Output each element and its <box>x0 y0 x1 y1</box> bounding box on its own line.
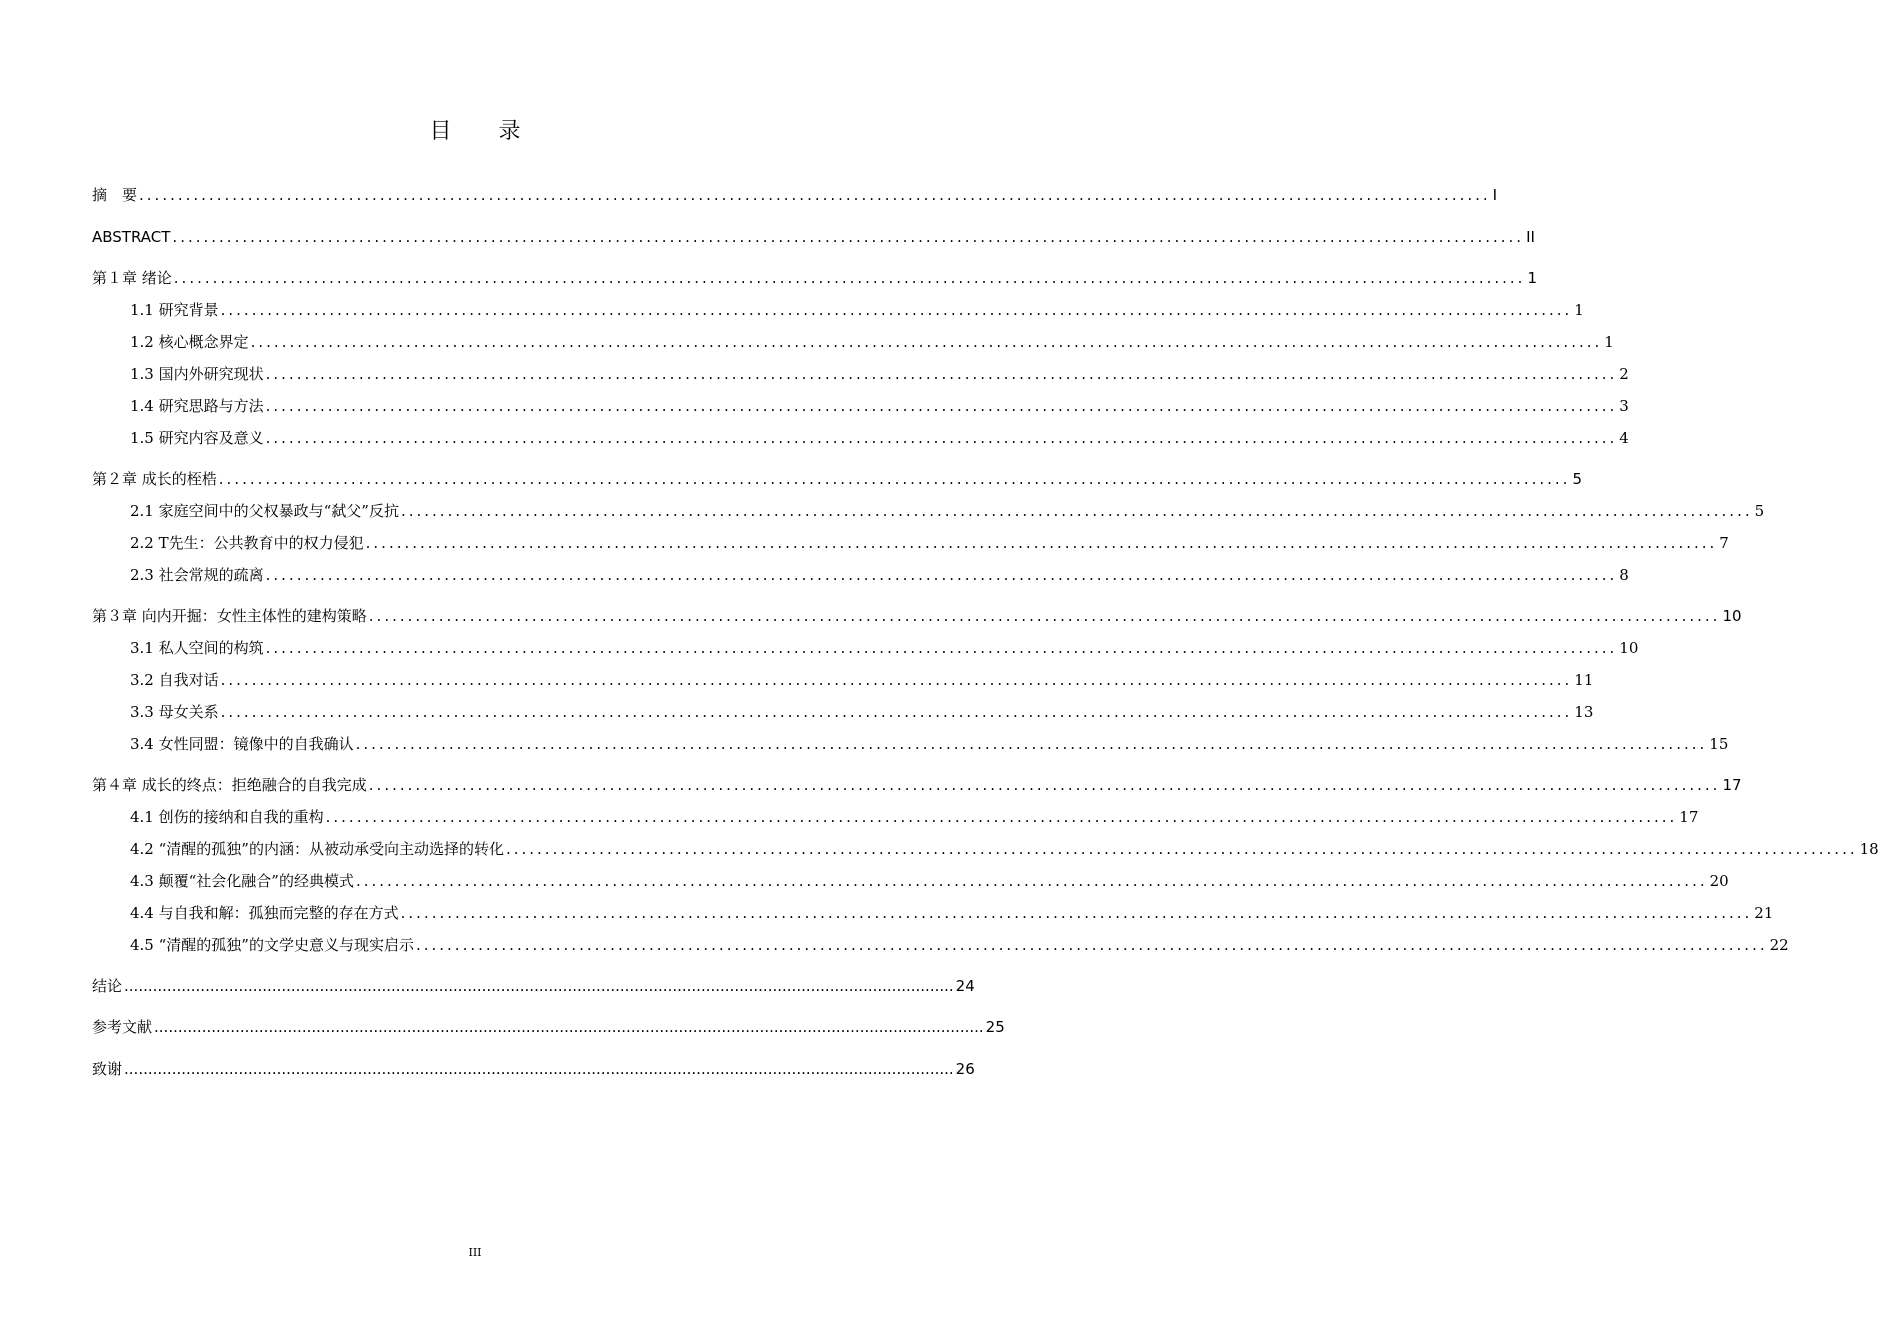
toc-entry-text: 第１章 绪论 <box>92 269 172 287</box>
toc-leader: .............................................................................................................................................................................. <box>325 808 1678 826</box>
toc-entry-page: 5 <box>1754 502 1765 520</box>
toc-leader: .............................................................................................................................................................................. <box>265 429 1618 447</box>
toc-leader: .............................................................................................................................................................................. <box>218 470 1571 488</box>
toc-entry-page: 26 <box>955 1060 975 1078</box>
toc-leader: .............................................................................................................................................................................. <box>355 735 1708 753</box>
toc-entry-text: 结论 <box>92 977 123 995</box>
toc-entry-page: 7 <box>1719 534 1729 552</box>
toc-leader: .............................................................................................................................................................................. <box>154 1018 984 1036</box>
toc-entry-text: 1.3 国内外研究现状 <box>130 365 264 383</box>
toc-entry-text: 3.4 女性同盟：镜像中的自我确认 <box>130 735 354 753</box>
toc-entry-page: 21 <box>1754 904 1774 922</box>
toc-entry-text: 摘 要 <box>92 186 138 204</box>
toc-entry-page: 1 <box>1527 269 1537 287</box>
toc-leader: .............................................................................................................................................................................. <box>220 671 1573 689</box>
toc-entry-page: 10 <box>1722 607 1742 625</box>
toc-entry-page: 11 <box>1574 671 1594 689</box>
toc-entry-section-2-1[interactable] <box>130 500 1765 522</box>
toc-entry-section-1-1[interactable] <box>130 299 1584 321</box>
toc-entry-references[interactable] <box>92 1016 1005 1038</box>
toc-leader: .............................................................................................................................................................................. <box>220 301 1573 319</box>
toc-entry-section-3-2[interactable] <box>130 669 1594 691</box>
toc-entry-chapter-2[interactable] <box>92 468 1582 490</box>
toc-entry-section-4-5[interactable] <box>130 934 1789 956</box>
toc-entry-text: 4.2 “清醒的孤独”的内涵：从被动承受向主动选择的转化 <box>130 840 504 858</box>
toc-entry-text: 2.2 T先生：公共教育中的权力侵犯 <box>130 534 364 552</box>
toc-entry-section-3-1[interactable] <box>130 637 1639 659</box>
toc-leader: .............................................................................................................................................................................. <box>365 534 1718 552</box>
toc-entry-text: 第３章 向内开掘：女性主体性的建构策略 <box>92 607 367 625</box>
toc-entry-page: 22 <box>1769 936 1789 954</box>
toc-entry-section-1-4[interactable] <box>130 395 1629 417</box>
toc-entry-page: 1 <box>1574 301 1584 319</box>
toc-leader: .............................................................................................................................................................................. <box>265 397 1618 415</box>
toc-entry-section-2-3[interactable] <box>130 564 1629 586</box>
toc-entry-page: 17 <box>1679 808 1699 826</box>
toc-entry-page: 5 <box>1572 470 1582 488</box>
toc-leader: .............................................................................................................................................................................. <box>265 566 1618 584</box>
toc-entry-page: 10 <box>1619 639 1639 657</box>
toc-entry-abstract-en[interactable] <box>92 226 1535 248</box>
page-number: III <box>468 1246 482 1259</box>
toc-leader: .............................................................................................................................................................................. <box>124 977 954 995</box>
toc-entry-text: ABSTRACT <box>92 228 171 246</box>
toc-entry-section-4-2[interactable] <box>130 838 1879 860</box>
toc-leader: .............................................................................................................................................................................. <box>220 703 1573 721</box>
toc-entry-page: 2 <box>1619 365 1629 383</box>
toc-entry-page: II <box>1526 228 1535 246</box>
toc-entry-text: 致谢 <box>92 1060 123 1078</box>
toc-entry-page: 24 <box>955 977 975 995</box>
toc-entry-text: 2.1 家庭空间中的父权暴政与“弑父”反抗 <box>130 502 399 520</box>
toc-entry-section-1-2[interactable] <box>130 331 1614 353</box>
toc-entry-text: 2.3 社会常规的疏离 <box>130 566 264 584</box>
toc-entry-page: 3 <box>1619 397 1629 415</box>
toc-entry-page: 17 <box>1722 776 1742 794</box>
toc-entry-section-3-4[interactable] <box>130 733 1729 755</box>
toc-leader: .............................................................................................................................................................................. <box>505 840 1858 858</box>
toc-leader: .............................................................................................................................................................................. <box>400 904 1753 922</box>
toc-leader: .............................................................................................................................................................................. <box>368 607 1721 625</box>
toc-entry-page: I <box>1492 186 1498 204</box>
toc-entry-section-2-2[interactable] <box>130 532 1729 554</box>
toc-title: 目 录 <box>429 119 541 144</box>
toc-entry-section-1-3[interactable] <box>130 363 1629 385</box>
toc-leader: .............................................................................................................................................................................. <box>139 186 1491 204</box>
toc-entry-text: 4.5 “清醒的孤独”的文学史意义与现实启示 <box>130 936 414 954</box>
toc-entry-text: 4.3 颠覆“社会化融合”的经典模式 <box>130 872 354 890</box>
toc-entry-text: 参考文献 <box>92 1018 153 1036</box>
toc-entry-page: 15 <box>1709 735 1729 753</box>
toc-leader: .............................................................................................................................................................................. <box>250 333 1603 351</box>
toc-leader: .............................................................................................................................................................................. <box>173 269 1526 287</box>
toc-entry-page: 13 <box>1574 703 1594 721</box>
toc-leader: .............................................................................................................................................................................. <box>400 502 1753 520</box>
toc-entry-page: 25 <box>985 1018 1005 1036</box>
toc-entry-text: 1.2 核心概念界定 <box>130 333 249 351</box>
toc-leader: .............................................................................................................................................................................. <box>368 776 1721 794</box>
toc-leader: .............................................................................................................................................................................. <box>355 872 1708 890</box>
toc-leader: .............................................................................................................................................................................. <box>265 365 1618 383</box>
toc-entry-abstract-cn[interactable] <box>92 184 1498 206</box>
toc-leader: .............................................................................................................................................................................. <box>172 228 1525 246</box>
toc-entry-text: 1.4 研究思路与方法 <box>130 397 264 415</box>
toc-leader: .............................................................................................................................................................................. <box>265 639 1618 657</box>
toc-leader: .............................................................................................................................................................................. <box>415 936 1768 954</box>
toc-entry-page: 8 <box>1619 566 1629 584</box>
toc-entry-section-4-3[interactable] <box>130 870 1729 892</box>
toc-entry-text: 3.3 母女关系 <box>130 703 219 721</box>
toc-entry-text: 4.1 创伤的接纳和自我的重构 <box>130 808 324 826</box>
toc-entry-section-1-5[interactable] <box>130 427 1629 449</box>
toc-entry-text: 第２章 成长的桎梏 <box>92 470 217 488</box>
toc-entry-text: 3.1 私人空间的构筑 <box>130 639 264 657</box>
toc-entry-page: 4 <box>1619 429 1629 447</box>
toc-entry-page: 20 <box>1709 872 1729 890</box>
toc-entry-chapter-3[interactable] <box>92 605 1742 627</box>
toc-entry-chapter-1[interactable] <box>92 267 1537 289</box>
toc-leader: .............................................................................................................................................................................. <box>124 1060 954 1078</box>
toc-entry-chapter-4[interactable] <box>92 774 1742 796</box>
toc-entry-conclusion[interactable] <box>92 975 975 997</box>
toc-entry-page: 1 <box>1604 333 1614 351</box>
toc-entry-section-4-1[interactable] <box>130 806 1699 828</box>
toc-entry-text: 1.5 研究内容及意义 <box>130 429 264 447</box>
toc-entry-text: 4.4 与自我和解：孤独而完整的存在方式 <box>130 904 399 922</box>
toc-entry-section-4-4[interactable] <box>130 902 1774 924</box>
toc-entry-text: 3.2 自我对话 <box>130 671 219 689</box>
toc-entry-page: 18 <box>1859 840 1879 858</box>
toc-entry-section-3-3[interactable] <box>130 701 1594 723</box>
toc-entry-text: 1.1 研究背景 <box>130 301 219 319</box>
toc-entry-acknowledgements[interactable] <box>92 1058 975 1080</box>
toc-entry-text: 第４章 成长的终点：拒绝融合的自我完成 <box>92 776 367 794</box>
